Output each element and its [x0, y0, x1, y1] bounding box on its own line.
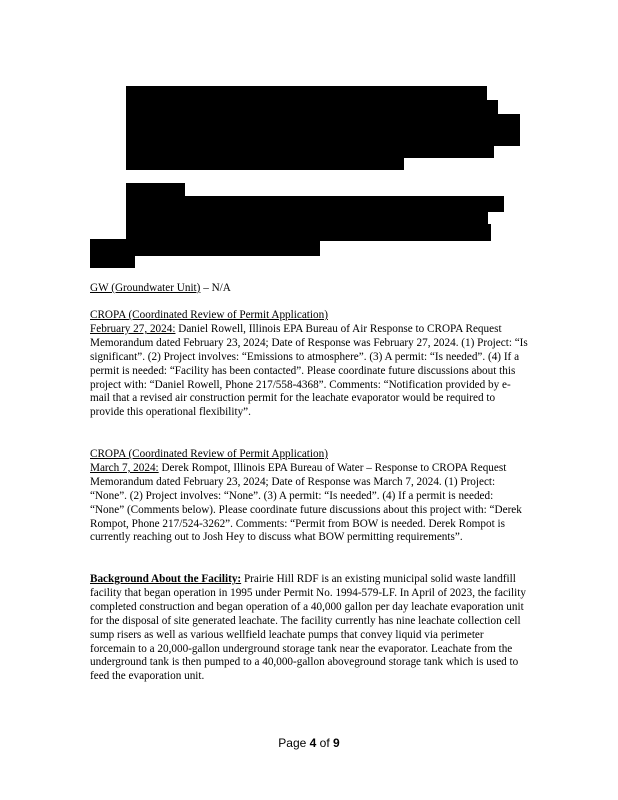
- page-label: Page: [278, 736, 310, 750]
- background-body: Prairie Hill RDF is an existing municipal solid waste landfill facility that began operation in 1995 under Permit No. 1994-579-LF. In April of 2023, the facility completed construction and began operation of a 40,000 gallon per day leachate evaporation unit for the disposal of site generated leachate. The facility currently has nine leachate collection cell sump risers as well as various wellfield leachate pumps that convey liquid via perimeter forcemain to a 20,000-gallon underground storage tank near the evaporator. Leachate from the underground tank is then pumped to a 40,000-gallon aboveground storage tank which is used to feed the evaporation unit.: [90, 573, 526, 683]
- gw-line: [90, 282, 530, 296]
- cropa-water-heading: CROPA (Coordinated Review of Permit Application): [90, 448, 328, 460]
- gw-heading: GW (Groundwater Unit): [90, 282, 201, 294]
- cropa-water-section: [90, 448, 530, 545]
- gw-value: – N/A: [200, 282, 231, 294]
- cropa-air-paragraph: [90, 323, 530, 420]
- background-heading: Background About the Facility:: [90, 573, 242, 585]
- redaction-block: [126, 156, 404, 170]
- cropa-water-paragraph: [90, 462, 530, 545]
- redaction-block: [90, 254, 135, 268]
- cropa-air-body: Daniel Rowell, Illinois EPA Bureau of Air Response to CROPA Request Memorandum dated February 23, 2024; Date of Response was February 27, 2024. (1) Project: “Is significant”. (2) Project involves: “Emissions to atmosphere”. (3) A permit: “Is needed”. (4) If a permit is needed: “Facility has been contacted”. Please coordinate future discussions about this project with: “Daniel Rowell, Phone 217/558-4368”. Comments: “Notification provided by e-mail that a revised air construction permit for the leachate evaporator would be required to provide this operational flexibility”.: [90, 322, 528, 419]
- redaction-block: [126, 114, 520, 146]
- page-footer: [0, 736, 618, 750]
- cropa-air-date: February 27, 2024:: [90, 322, 176, 335]
- page-number: 4: [309, 736, 317, 750]
- cropa-air-heading: CROPA (Coordinated Review of Permit Application): [90, 309, 328, 321]
- page-total: 9: [333, 736, 340, 750]
- cropa-water-body: Derek Rompot, Illinois EPA Bureau of Water – Response to CROPA Request Memorandum dated February 23, 2024; Date of Response was March 7, 2024. (1) Project: “None”. (2) Project involves: “None”. (3) A permit: “Is needed”. (4) If a permit is needed: “None” (Comments below). Please coordinate future discussions about this project with: “Derek Rompot, Phone 217/524-3262”. Comments: “Permit from BOW is needed. Derek Rompot is currently reaching out to Josh Hey to discuss what BOW permitting requirements”.: [90, 461, 522, 544]
- background-section: [90, 573, 530, 684]
- cropa-air-section: [90, 309, 530, 420]
- page-of-label: of: [316, 736, 334, 750]
- cropa-water-date: March 7, 2024:: [90, 461, 159, 474]
